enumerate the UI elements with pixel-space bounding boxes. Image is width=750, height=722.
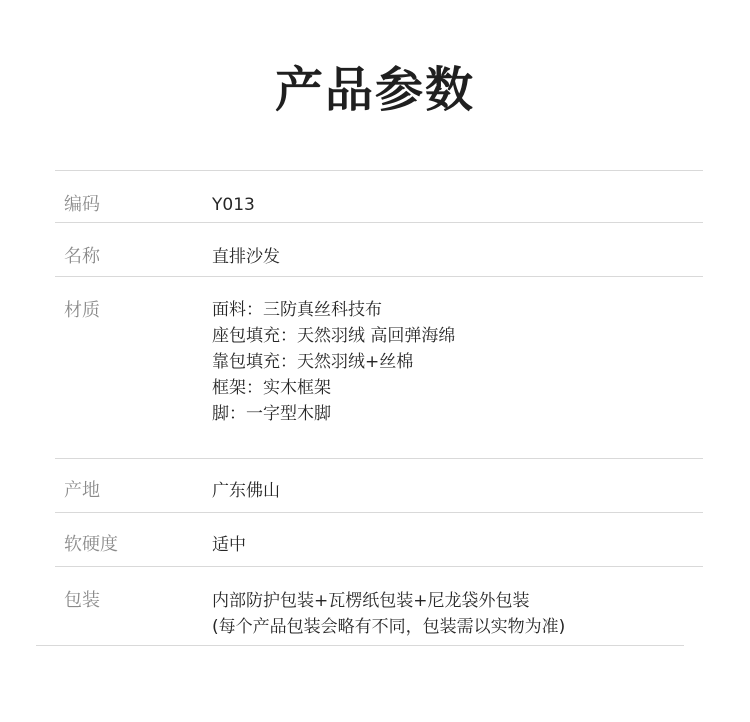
page-title: 产品参数 <box>274 62 475 118</box>
material-frame: 框架：实木框架 <box>212 378 331 398</box>
param-label-firmness: 软硬度 <box>64 534 118 555</box>
param-label-packaging: 包装 <box>64 590 100 611</box>
material-seat-filling: 座包填充：天然羽绒 高回弹海绵 <box>212 326 456 346</box>
divider <box>55 512 703 513</box>
param-label-material: 材质 <box>64 300 100 321</box>
divider <box>55 222 703 223</box>
material-fabric: 面料：三防真丝科技布 <box>212 300 382 320</box>
packaging-description: 内部防护包装+瓦楞纸包装+尼龙袋外包装 <box>212 591 530 611</box>
param-value-packaging <box>212 588 565 640</box>
divider <box>55 276 703 277</box>
param-label-name: 名称 <box>64 246 100 267</box>
packaging-note: (每个产品包装会略有不同，包装需以实物为准) <box>212 617 566 637</box>
divider-top <box>55 170 703 171</box>
param-value-material <box>212 297 455 427</box>
param-value-name: 直排沙发 <box>212 247 280 267</box>
param-value-firmness: 适中 <box>212 535 246 555</box>
divider-bottom <box>36 645 684 646</box>
divider <box>55 566 703 567</box>
param-value-code: Y013 <box>212 195 255 215</box>
param-label-origin: 产地 <box>64 480 100 501</box>
param-label-code: 编码 <box>64 194 100 215</box>
material-legs: 脚：一字型木脚 <box>212 404 331 424</box>
material-back-filling: 靠包填充：天然羽绒+丝棉 <box>212 352 414 372</box>
divider <box>55 458 703 459</box>
param-value-origin: 广东佛山 <box>212 481 280 501</box>
